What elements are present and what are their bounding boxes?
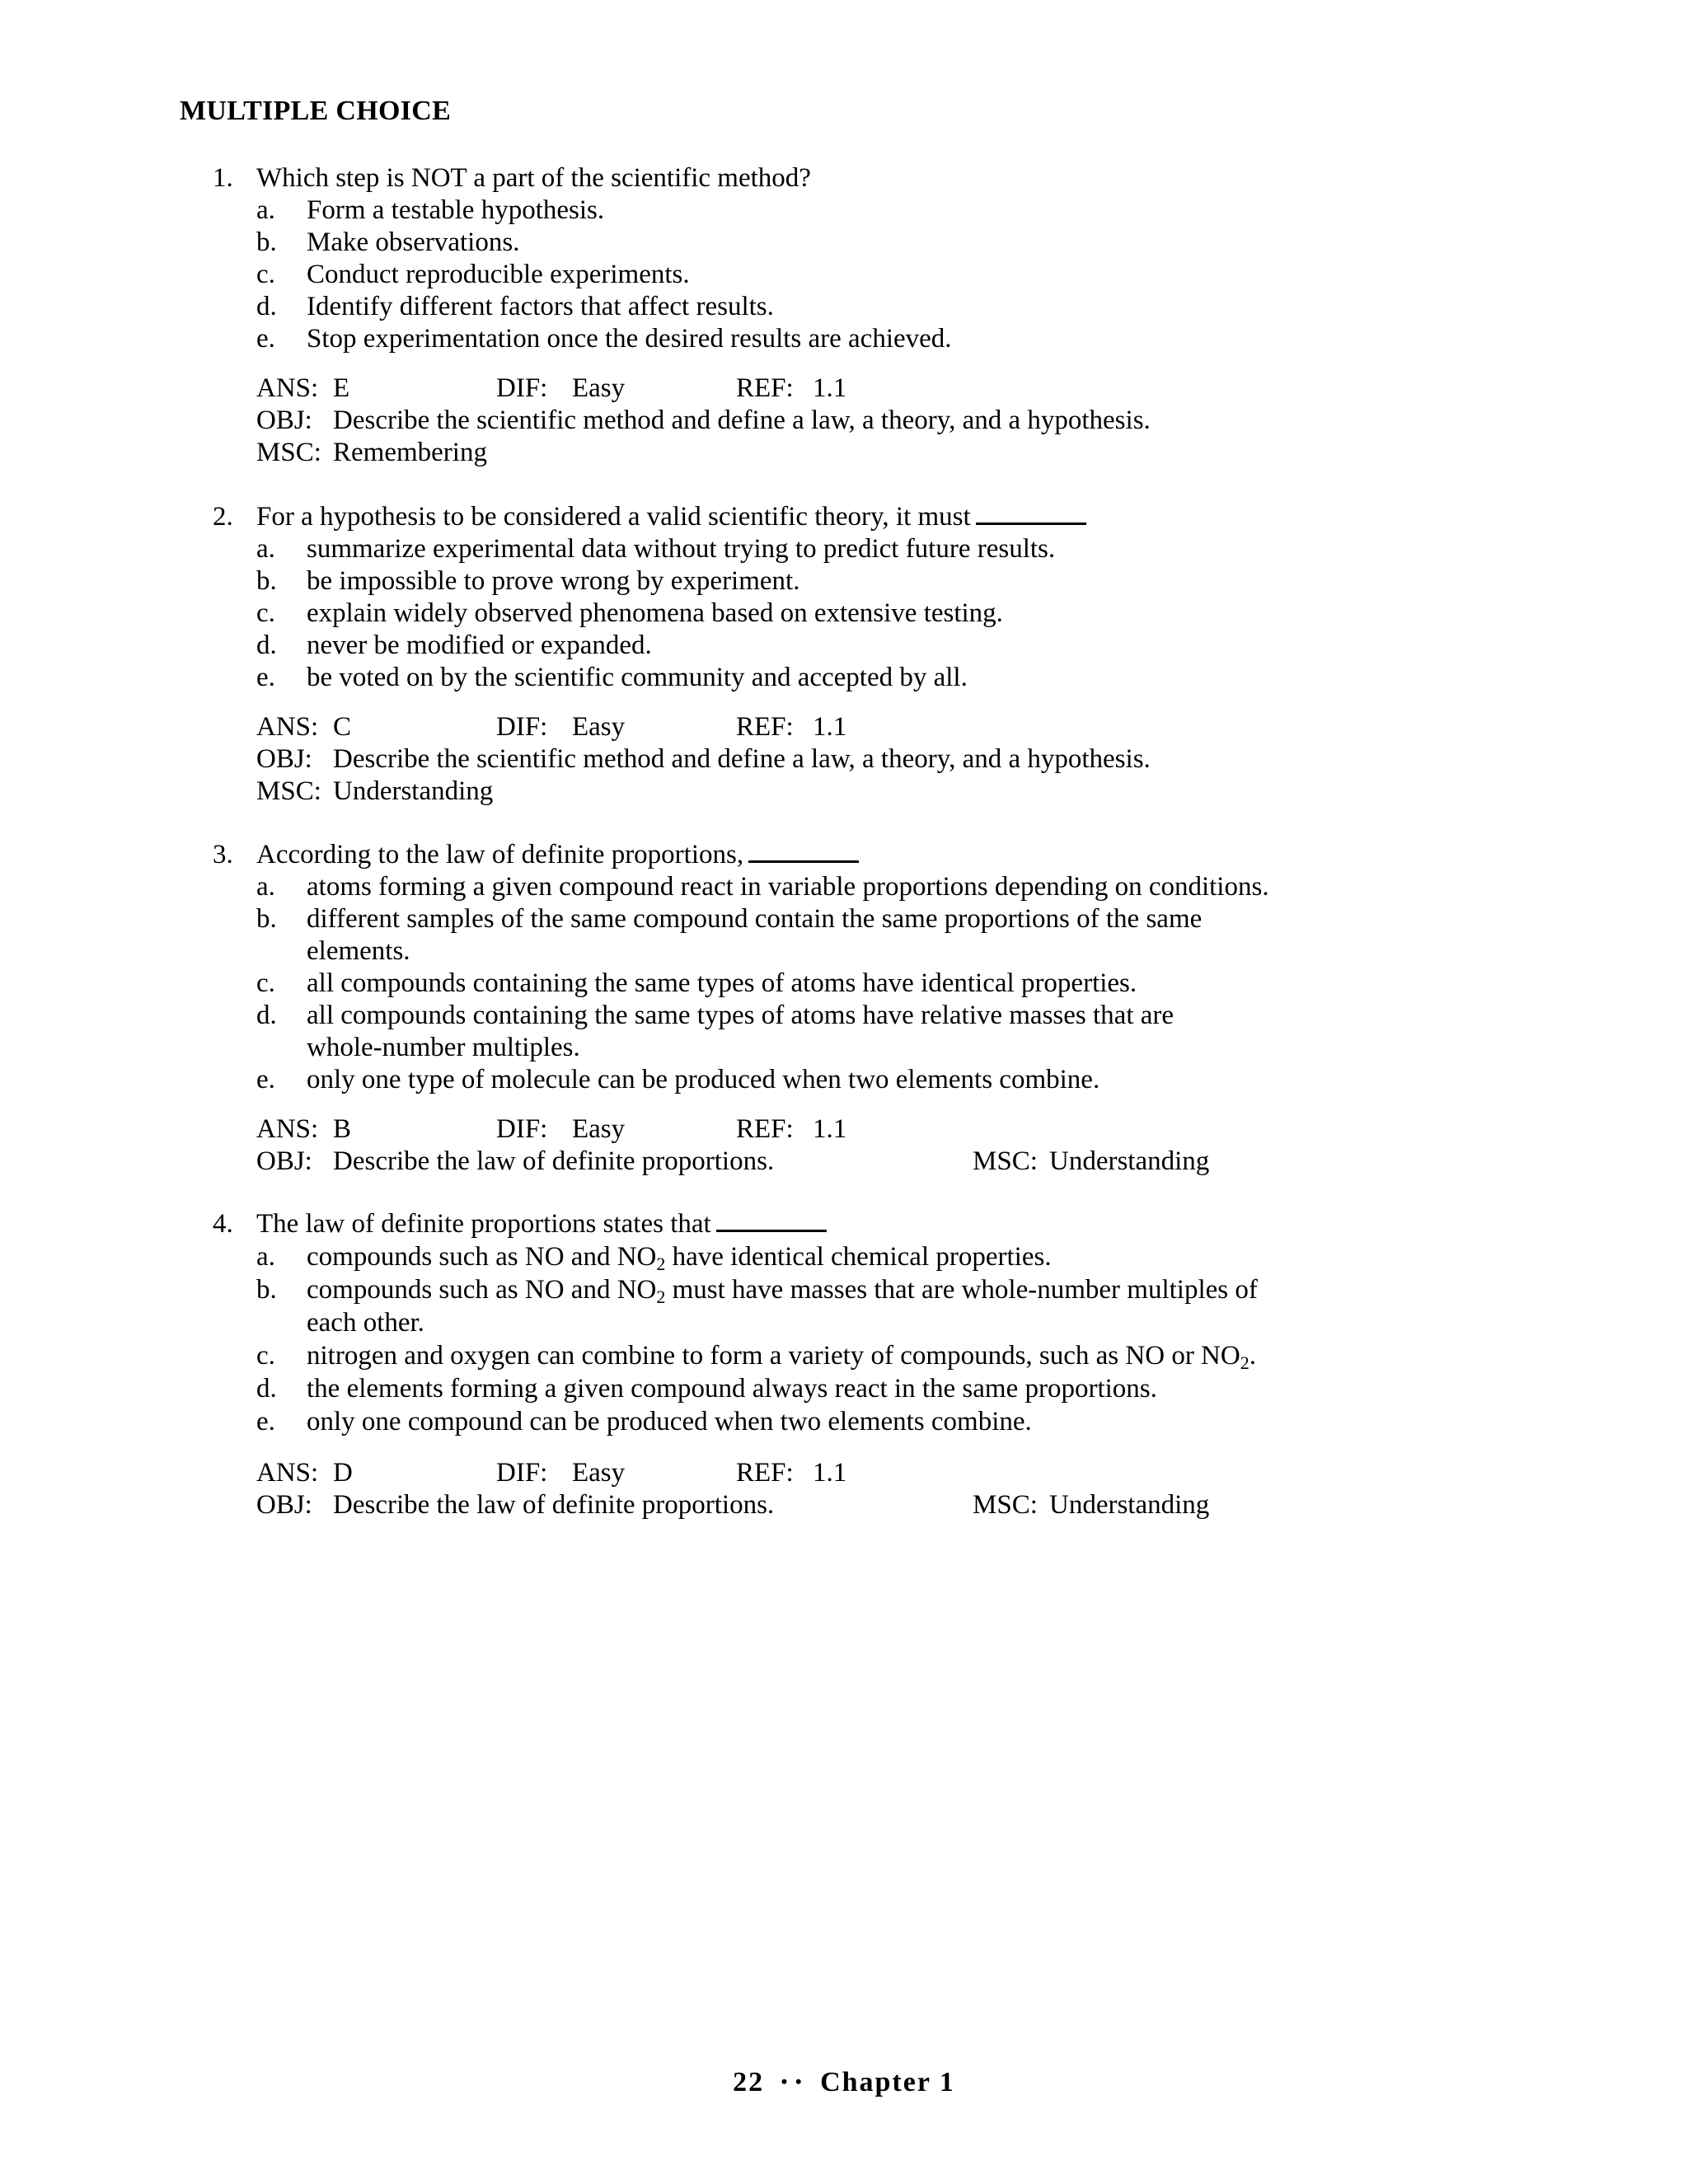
reference-value: 1.1 [813,712,847,742]
reference-label: REF: [736,1458,794,1488]
option-text: never be modified or expanded. [307,630,652,660]
msc-label: MSC: [973,1490,1038,1520]
option-text: Stop experimentation once the desired results are achieved. [307,324,952,354]
subscript: 2 [656,1286,666,1307]
question-number: 3. [213,840,233,869]
difficulty-label: DIF: [496,1458,548,1488]
option-text: be impossible to prove wrong by experiment. [307,566,800,596]
option-letter: b. [256,566,277,596]
option-text: all compounds containing the same types of atoms have identical properties. [307,968,1137,998]
answer-blank [716,1208,827,1232]
option-text: summarize experimental data without trying to predict future results. [307,534,1056,564]
objective-label: OBJ: [256,1146,312,1176]
answer-blank [748,839,859,863]
answer-label: ANS: [256,373,319,403]
subscript: 2 [656,1254,666,1274]
option-text-part: compounds such as NO and NO [307,1242,657,1272]
question-stem-line [256,1207,827,1240]
option-letter: e. [256,324,275,354]
reference-value: 1.1 [813,1114,847,1144]
option-letter: b. [256,227,277,257]
question-number: 1. [213,163,233,193]
option-text: only one type of molecule can be produced when two elements combine. [307,1065,1100,1094]
difficulty-value: Easy [572,1458,626,1488]
objective-value: Describe the law of definite proportions. [333,1146,775,1176]
difficulty-label: DIF: [496,373,548,403]
option-letter: a. [256,1242,275,1272]
difficulty-value: Easy [572,373,626,403]
answer-value: D [333,1458,353,1488]
option-text: Conduct reproducible experiments. [307,260,690,289]
option-letter: c. [256,260,275,289]
option-text-part: compounds such as NO and NO [307,1275,657,1305]
reference-value: 1.1 [813,373,847,403]
option-text: only one compound can be produced when two elements combine. [307,1407,1032,1436]
option-text: Form a testable hypothesis. [307,195,605,225]
msc-label: MSC: [256,438,321,467]
option-letter: d. [256,292,277,321]
option-letter: e. [256,1407,275,1436]
answer-label: ANS: [256,712,319,742]
difficulty-label: DIF: [496,1114,548,1144]
objective-label: OBJ: [256,744,312,774]
option-text-continuation: each other. [307,1308,424,1338]
option-text: Identify different factors that affect results. [307,292,774,321]
option-text [307,1339,1256,1372]
difficulty-value: Easy [572,1114,626,1144]
footer-separator: • • [781,2071,804,2092]
chapter-label: Chapter 1 [820,2067,955,2097]
question-stem-line [256,838,859,871]
reference-label: REF: [736,373,794,403]
objective-value: Describe the scientific method and define a law, a theory, and a hypothesis. [333,744,1151,774]
answer-blank [976,501,1086,525]
option-letter: c. [256,598,275,628]
objective-value: Describe the scientific method and define a law, a theory, and a hypothesis. [333,405,1151,435]
option-text-part: have identical chemical properties. [665,1242,1052,1272]
option-letter: a. [256,534,275,564]
objective-label: OBJ: [256,405,312,435]
answer-value: B [333,1114,352,1144]
question-stem: Which step is NOT a part of the scientific method? [256,163,811,193]
option-letter: d. [256,1374,277,1404]
answer-value: C [333,712,352,742]
option-letter: a. [256,195,275,225]
difficulty-label: DIF: [496,712,548,742]
option-text: atoms forming a given compound react in variable proportions depending on conditions. [307,872,1269,902]
option-text: all compounds containing the same types of atoms have relative masses that are [307,1001,1175,1030]
question-stem: For a hypothesis to be considered a valid scientific theory, it must [256,502,971,532]
option-letter: e. [256,1065,275,1094]
option-text: Make observations. [307,227,520,257]
msc-value: Remembering [333,438,487,467]
question-number: 4. [213,1209,233,1239]
msc-value: Understanding [1049,1146,1210,1176]
option-text-continuation: whole-number multiples. [307,1033,580,1062]
option-text-part: must have masses that are whole-number multiples of [665,1275,1258,1305]
option-text [307,1240,1052,1273]
option-letter: e. [256,663,275,692]
option-letter: c. [256,968,275,998]
answer-label: ANS: [256,1458,319,1488]
msc-label: MSC: [973,1146,1038,1176]
reference-label: REF: [736,1114,794,1144]
question-stem-line [256,500,1086,533]
answer-label: ANS: [256,1114,319,1144]
answer-value: E [333,373,350,403]
difficulty-value: Easy [572,712,626,742]
reference-label: REF: [736,712,794,742]
option-letter: a. [256,872,275,902]
reference-value: 1.1 [813,1458,847,1488]
section-heading: MULTIPLE CHOICE [180,96,452,126]
option-text: different samples of the same compound contain the same proportions of the same [307,904,1203,934]
option-text: be voted on by the scientific community and accepted by all. [307,663,968,692]
option-text-continuation: elements. [307,936,410,966]
question-stem: According to the law of definite proportions, [256,840,744,869]
option-letter: c. [256,1341,275,1371]
page-footer [0,2067,1688,2098]
option-letter: d. [256,1001,277,1030]
msc-value: Understanding [333,776,494,806]
msc-label: MSC: [256,776,321,806]
option-text: the elements forming a given compound always react in the same proportions. [307,1374,1157,1404]
msc-value: Understanding [1049,1490,1210,1520]
page-number: 22 [733,2067,765,2097]
question-stem: The law of definite proportions states that [256,1209,711,1239]
option-letter: d. [256,630,277,660]
option-letter: b. [256,1275,277,1305]
option-text-part: nitrogen and oxygen can combine to form a variety of compounds, such as NO or NO [307,1341,1240,1371]
option-text: explain widely observed phenomena based on extensive testing. [307,598,1003,628]
option-letter: b. [256,904,277,934]
question-number: 2. [213,502,233,532]
option-text [307,1273,1258,1306]
subscript: 2 [1240,1352,1250,1373]
objective-label: OBJ: [256,1490,312,1520]
option-text-part: . [1249,1341,1256,1371]
objective-value: Describe the law of definite proportions. [333,1490,775,1520]
